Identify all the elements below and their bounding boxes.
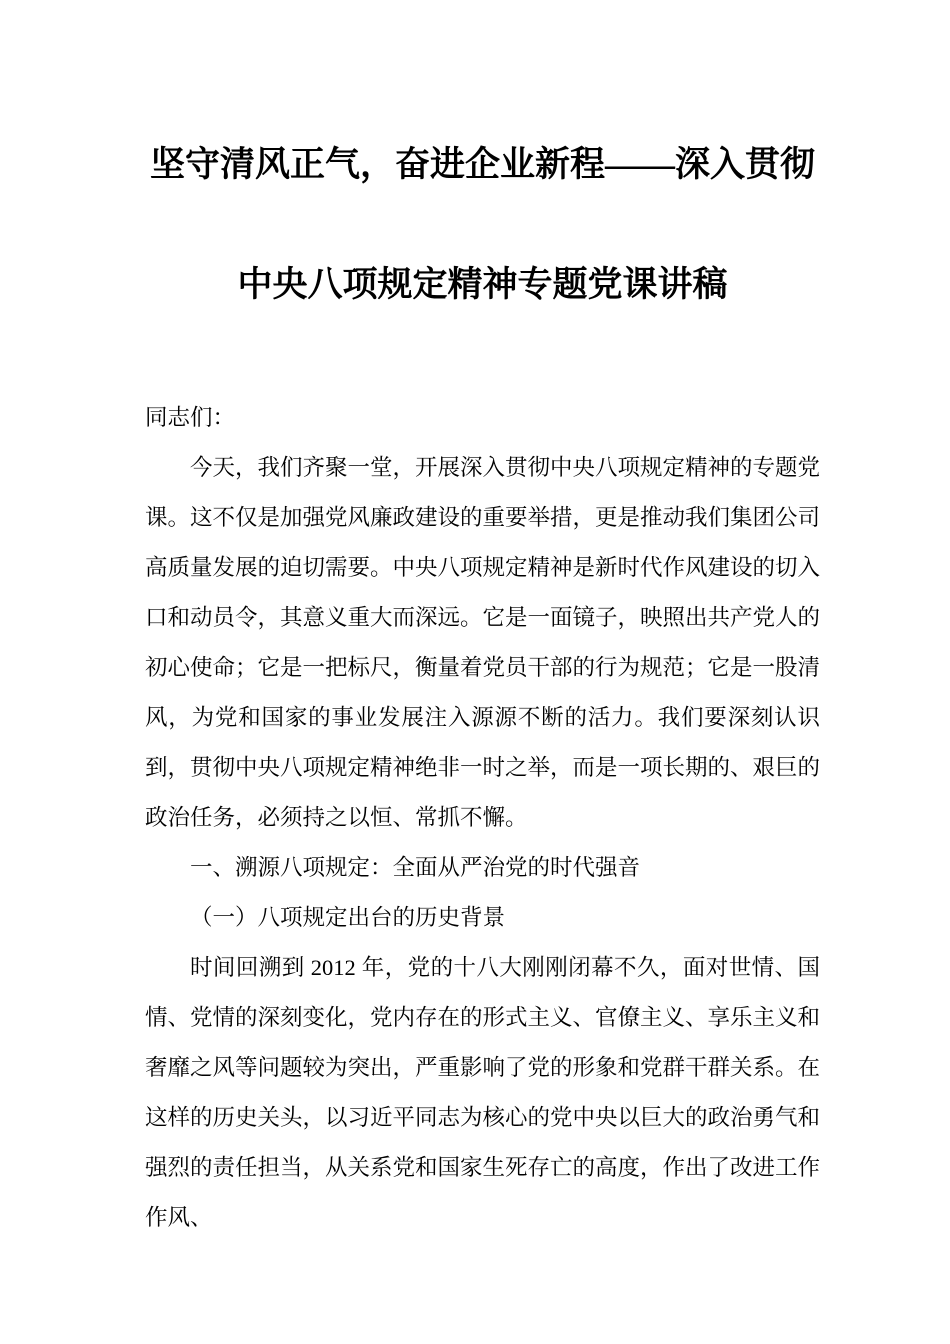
paragraph-introduction: 今天，我们齐聚一堂，开展深入贯彻中央八项规定精神的专题党课。这不仅是加强党风廉政建设的重要举措，更是推动我们集团公司高质量发展的迫切需要。中央八项规定精神是新时代作风建设的切入口和动员令，其意义重大而深远。它是一面镜子，映照出共产党人的初心使命；它是一把标尺，衡量着党员干部的行为规范；它是一股清风，为党和国家的事业发展注入源源不断的活力。我们要深刻认识到，贯彻中央八项规定精神绝非一时之举，而是一项长期的、艰巨的政治任务，必须持之以恒、常抓不懈。 <box>145 455 821 830</box>
document-title-line2: 中央八项规定精神专题党课讲稿 <box>237 265 728 304</box>
document-body <box>145 393 820 1243</box>
paragraph-salutation: 同志们： <box>145 405 236 430</box>
document-title-line1: 坚守清风正气，奋进企业新程——深入贯彻 <box>149 145 815 184</box>
paragraph-subsection-heading: （一）八项规定出台的历史背景 <box>190 905 506 930</box>
paragraph-section-heading: 一、溯源八项规定：全面从严治党的时代强音 <box>190 855 641 880</box>
document-title <box>145 105 820 345</box>
paragraph-history-background: 时间回溯到 2012 年，党的十八大刚刚闭幕不久，面对世情、国情、党情的深刻变化，党内存在的形式主义、官僚主义、享乐主义和奢靡之风等问题较为突出，严重影响了党的形象和党群干群关系。在这样的历史关头，以习近平同志为核心的党中央以巨大的政治勇气和强烈的责任担当，从关系党和国家生死存亡的高度，作出了改进工作作风、 <box>145 955 821 1230</box>
